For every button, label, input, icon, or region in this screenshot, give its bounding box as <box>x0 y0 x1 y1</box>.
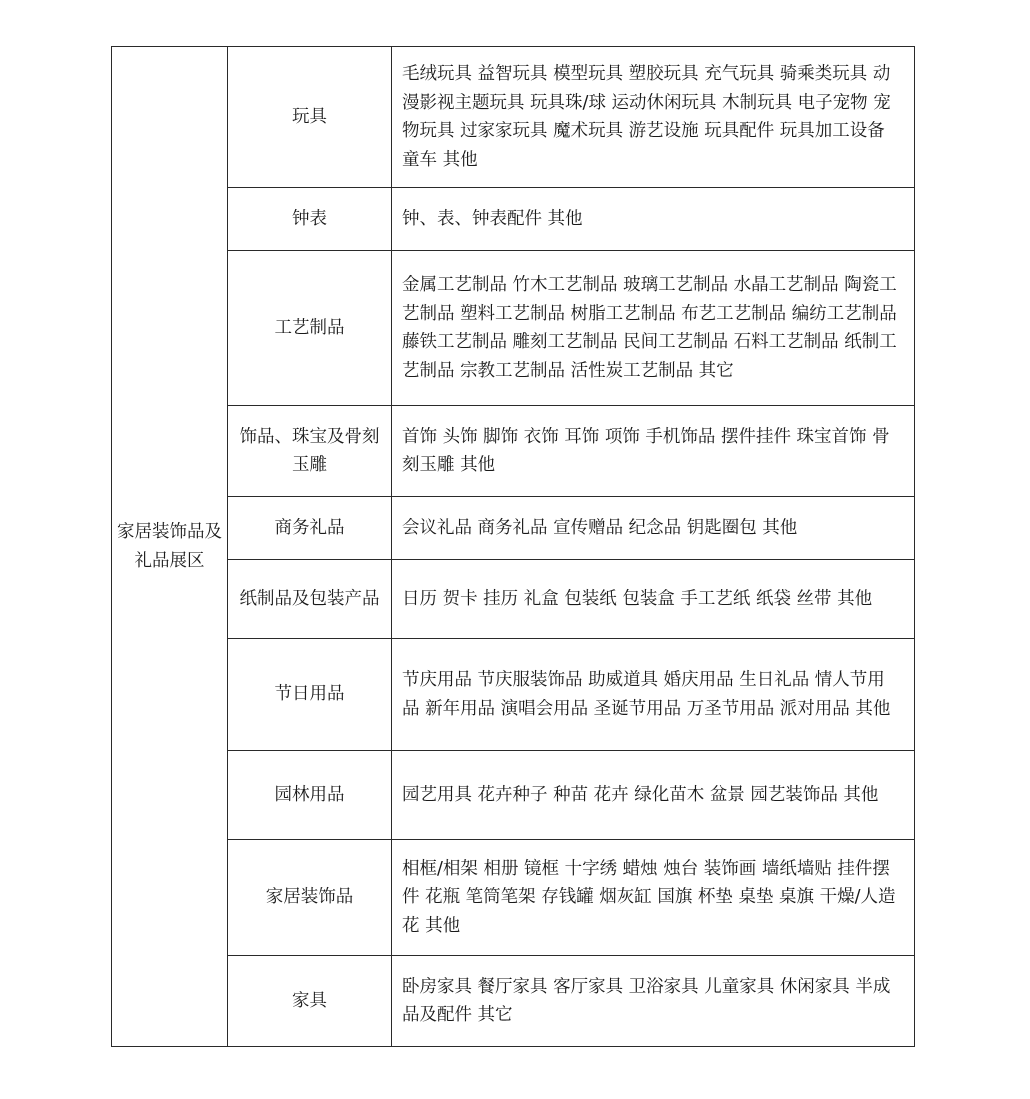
category-cell: 玩具 <box>228 47 392 188</box>
items-text: 相框/相架 相册 镜框 十字绣 蜡烛 烛台 装饰画 墙纸墙贴 挂件摆件 花瓶 笔筒笔架 存钱罐 烟灰缸 国旗 杯垫 桌垫 桌旗 干燥/人造花 其他 <box>402 858 896 936</box>
table-row <box>112 956 915 1047</box>
items-cell <box>392 497 915 560</box>
items-text: 首饰 头饰 脚饰 衣饰 耳饰 项饰 手机饰品 摆件挂件 珠宝首饰 骨刻玉雕 其他 <box>402 426 890 475</box>
items-text: 会议礼品 商务礼品 宣传赠品 纪念品 钥匙圈包 其他 <box>402 517 798 538</box>
items-cell <box>392 188 915 251</box>
category-cell: 园林用品 <box>228 751 392 840</box>
category-cell: 工艺制品 <box>228 251 392 406</box>
category-cell: 饰品、珠宝及骨刻玉雕 <box>228 406 392 497</box>
items-text: 节庆用品 节庆服装饰品 助威道具 婚庆用品 生日礼品 情人节用品 新年用品 演唱会用品 圣诞节用品 万圣节用品 派对用品 其他 <box>402 670 891 719</box>
table-row <box>112 751 915 840</box>
table-row <box>112 188 915 251</box>
items-cell <box>392 751 915 840</box>
items-cell <box>392 560 915 639</box>
items-cell <box>392 406 915 497</box>
exhibition-area-cell: 家居装饰品及礼品展区 <box>112 47 228 1047</box>
category-cell: 节日用品 <box>228 639 392 751</box>
items-text: 金属工艺制品 竹木工艺制品 玻璃工艺制品 水晶工艺制品 陶瓷工艺制品 塑料工艺制品 树脂工艺制品 布艺工艺制品 编纺工艺制品 藤铁工艺制品 雕刻工艺制品 民间工艺制品 石料工艺制品 纸制工艺制品 宗教工艺制品 活性炭工艺制品 其它 <box>402 275 897 381</box>
category-cell: 家具 <box>228 956 392 1047</box>
table-row <box>112 251 915 406</box>
items-text: 卧房家具 餐厅家具 客厅家具 卫浴家具 儿童家具 休闲家具 半成品及配件 其它 <box>402 976 891 1025</box>
items-cell <box>392 639 915 751</box>
table-row <box>112 639 915 751</box>
category-cell: 商务礼品 <box>228 497 392 560</box>
table-row <box>112 840 915 956</box>
items-cell <box>392 251 915 406</box>
items-text: 日历 贺卡 挂历 礼盒 包装纸 包装盒 手工艺纸 纸袋 丝带 其他 <box>402 588 873 609</box>
category-table <box>111 46 915 1047</box>
table-row <box>112 47 915 188</box>
items-cell <box>392 47 915 188</box>
items-text: 钟、表、钟表配件 其他 <box>402 208 583 229</box>
items-cell <box>392 956 915 1047</box>
items-text: 园艺用具 花卉种子 种苗 花卉 绿化苗木 盆景 园艺装饰品 其他 <box>402 784 879 805</box>
table-row <box>112 406 915 497</box>
category-cell: 纸制品及包装产品 <box>228 560 392 639</box>
items-text: 毛绒玩具 益智玩具 模型玩具 塑胶玩具 充气玩具 骑乘类玩具 动漫影视主题玩具 玩具珠/球 运动休闲玩具 木制玩具 电子宠物 宠物玩具 过家家玩具 魔术玩具 游艺设施 玩具配件 玩具加工设备 童车 其他 <box>402 64 891 170</box>
table-row <box>112 497 915 560</box>
category-cell: 家居装饰品 <box>228 840 392 956</box>
category-cell: 钟表 <box>228 188 392 251</box>
items-cell <box>392 840 915 956</box>
table-row <box>112 560 915 639</box>
